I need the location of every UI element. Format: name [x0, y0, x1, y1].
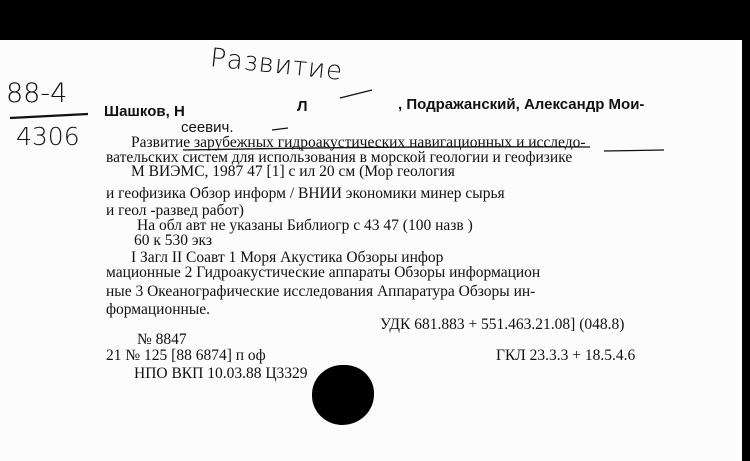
body-line-3: М ВИЭМС, 1987 47 [1] с ил 20 см (Мор геология — [131, 163, 455, 180]
shelf-mark-top: 88-4 — [6, 78, 68, 109]
author-initial: Л — [297, 98, 308, 115]
print-run-line: НПО ВКП 10.03.88 Ц3329 — [134, 365, 308, 382]
print-info: 21 № 125 [88 6874] п оф — [106, 347, 266, 364]
classification-code: ГКЛ 23.3.3 + 18.5.4.6 — [496, 347, 636, 364]
body-line-8: I Загл II Соавт 1 Моря Акустика Обзоры инфор — [131, 249, 444, 266]
author-name: Шашков, Н — [104, 103, 185, 120]
handwritten-title-word: Развитие — [208, 43, 345, 87]
ink-blot — [312, 365, 374, 425]
body-line-11: формационные. — [106, 301, 210, 318]
body-line-4: и геофизика Обзор информ / ВНИИ экономики минер сырья — [106, 185, 505, 202]
body-line-7: 60 к 530 экз — [134, 232, 213, 249]
shelf-mark-bottom: 4306 — [16, 122, 80, 151]
udk-code: УДК 681.883 + 551.463.21.08] (048.8) — [380, 316, 625, 333]
coauthor-name: , Подражанский, Александр Мои- — [398, 96, 645, 113]
body-line-5: и геол -развед работ) — [106, 202, 244, 219]
coauthor-name-cont: сеевич. — [181, 119, 234, 136]
scan-border-top — [0, 0, 750, 40]
body-line-1: Развитие зарубежных гидроакустических навигационных и исследо- — [131, 134, 586, 151]
body-line-10: ные 3 Океанографические исследования Аппаратура Обзоры ин- — [106, 283, 536, 300]
body-line-9: мационные 2 Гидроакустические аппараты Обзоры информацион — [106, 264, 541, 281]
body-line-2: вательских систем для использования в морской геологии и геофизике — [106, 149, 573, 166]
body-line-6: На обл авт не указаны Библиогр с 43 47 (100 назв ) — [137, 217, 473, 234]
record-number: № 8847 — [137, 331, 187, 348]
